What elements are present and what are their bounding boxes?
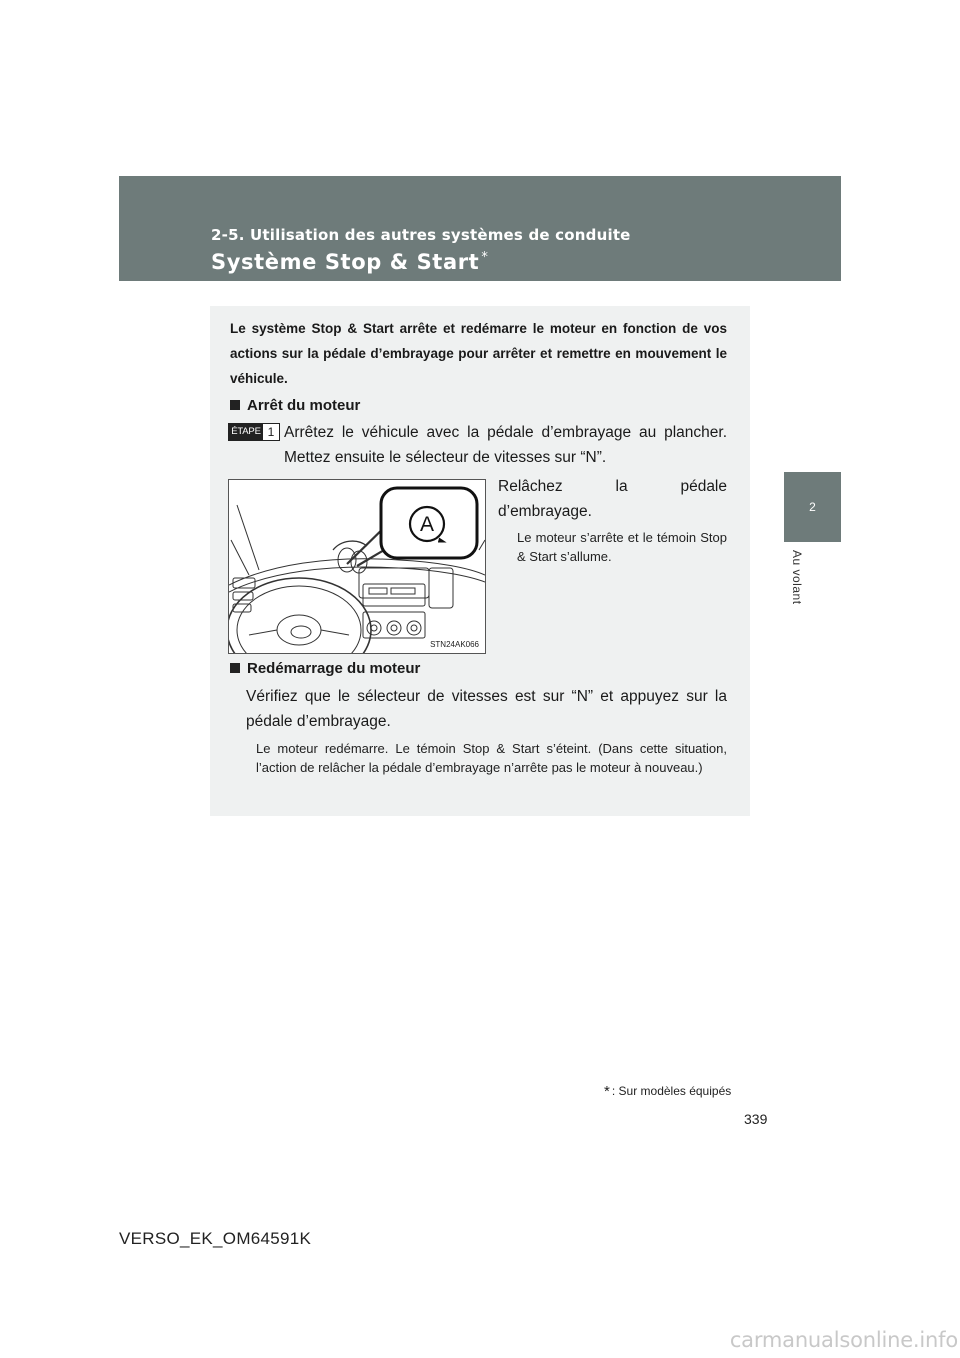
page-number: 339 bbox=[744, 1111, 768, 1127]
square-bullet-icon bbox=[230, 400, 240, 410]
callout-letter: A bbox=[419, 513, 435, 536]
dashboard-figure bbox=[228, 479, 486, 654]
document-code: VERSO_EK_OM64591K bbox=[119, 1229, 312, 1248]
header-band bbox=[119, 176, 841, 281]
heading-engine-restart bbox=[230, 660, 420, 677]
step-badge-number: 1 bbox=[267, 425, 275, 439]
section-path: 2-5. Utilisation des autres systèmes de conduite bbox=[211, 226, 631, 244]
step-2-text: Relâchez la pédale d’embrayage. bbox=[498, 478, 727, 520]
figure-code: STN24AK066 bbox=[430, 640, 479, 649]
square-bullet-icon bbox=[230, 663, 240, 673]
heading-engine-stop-label: Arrêt du moteur bbox=[247, 397, 361, 414]
step-badge-word: ÉTAPE bbox=[229, 424, 263, 440]
page-title bbox=[211, 250, 488, 274]
heading-engine-stop bbox=[230, 397, 360, 414]
title-asterisk: * bbox=[481, 250, 489, 265]
page-title-text: Système Stop & Start bbox=[211, 250, 480, 274]
intro-text: Le système Stop & Start arrête et redémarre le moteur en fonction de vos actions sur la pédale d’embrayage pour arrêter et remettre en mouvement le véhicule. bbox=[230, 321, 727, 386]
chapter-tab: 2 bbox=[784, 472, 841, 542]
restart-text: Vérifiez que le sélecteur de vitesses est sur “N” et appuyez sur la pédale d’embrayage. bbox=[246, 688, 727, 730]
chapter-label: Au volant bbox=[790, 550, 804, 605]
watermark: carmanualsonline.info bbox=[729, 1328, 958, 1352]
step-1-text: Arrêtez le véhicule avec la pédale d’embrayage au plancher. Mettez ensuite le sélecteur de vitesses sur “N”. bbox=[284, 424, 727, 466]
heading-engine-restart-label: Redémarrage du moteur bbox=[247, 660, 421, 677]
dashboard-illustration bbox=[229, 480, 485, 653]
restart-note: Le moteur redémarre. Le témoin Stop & Start s’éteint. (Dans cette situation, l’action de relâcher la pédale d’embrayage n’arrête pas le moteur à nouveau.) bbox=[256, 741, 727, 775]
footnote-asterisk: * bbox=[604, 1083, 610, 1100]
step-1-badge bbox=[228, 423, 280, 441]
footnote-text: : Sur modèles équipés bbox=[611, 1084, 732, 1098]
footnote bbox=[604, 1083, 731, 1100]
content-box bbox=[210, 306, 750, 816]
step-2-note: Le moteur s’arrête et le témoin Stop & Start s’allume. bbox=[517, 530, 727, 564]
